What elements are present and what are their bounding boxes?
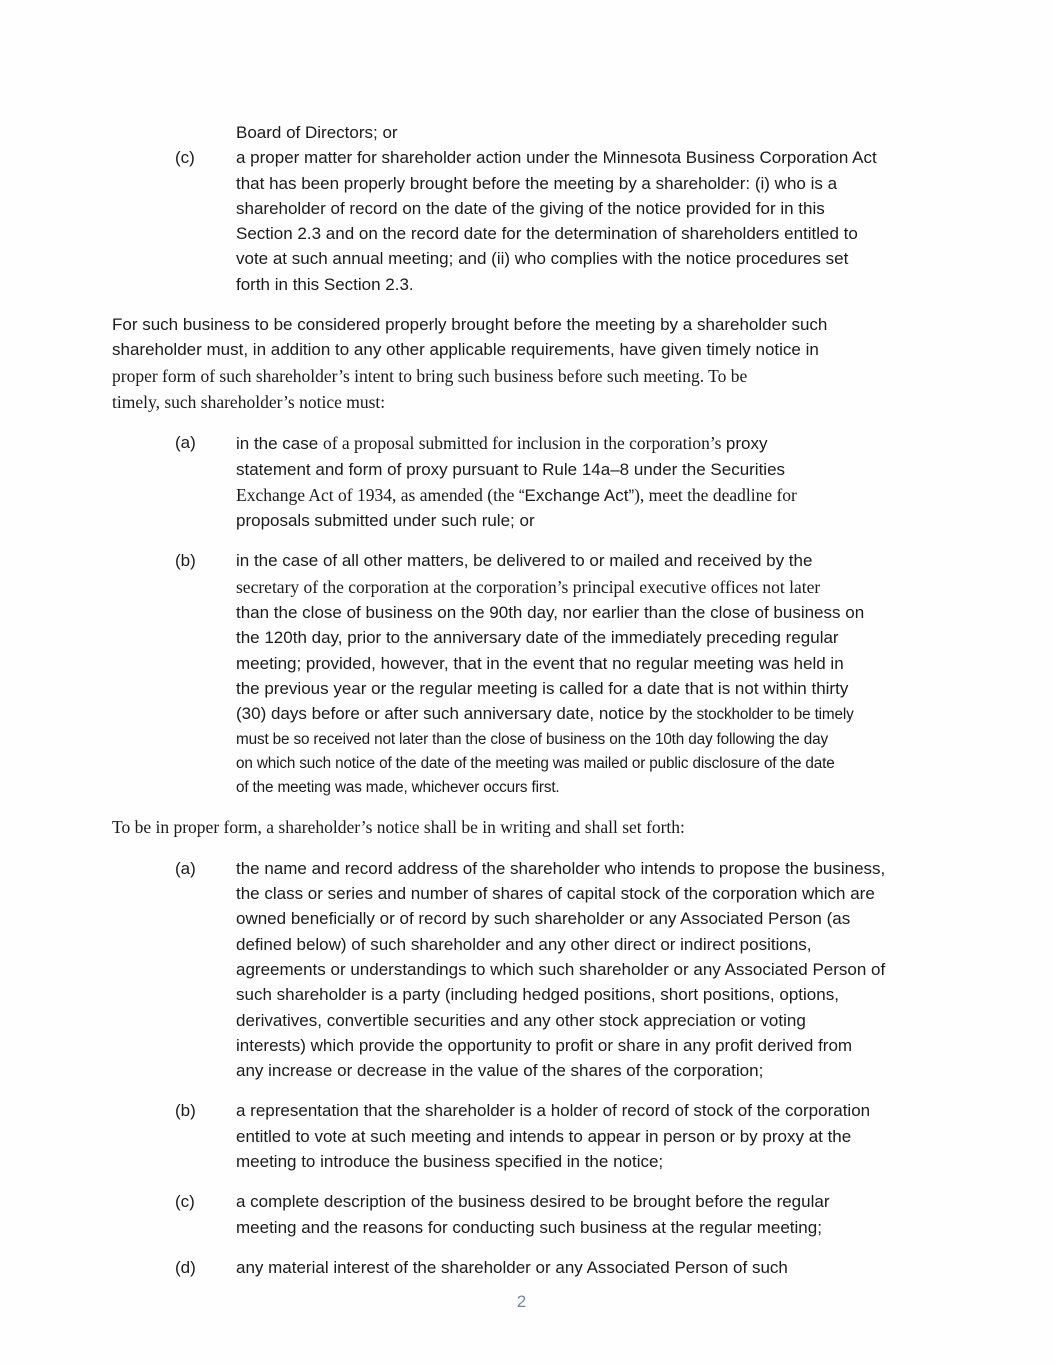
list-item — [112, 431, 982, 534]
list-item-body — [236, 1099, 982, 1175]
list-item-label: (b) — [175, 1101, 196, 1121]
text-line — [236, 702, 982, 727]
text-run: meeting; provided, however, that in the event that no regular meeting was held in — [236, 653, 844, 673]
text-line — [236, 958, 982, 983]
text-run: in the case — [236, 434, 323, 454]
list-item-body — [236, 121, 982, 146]
text-run: the class or series and number of shares of capital stock of the corporation which are — [236, 884, 875, 904]
list-item — [112, 121, 982, 146]
list-item — [112, 549, 982, 800]
paragraph — [112, 815, 982, 841]
text-line — [236, 121, 982, 146]
text-line — [236, 776, 982, 800]
list-item-body — [236, 146, 982, 298]
text-line — [236, 273, 982, 298]
list-item-label: (d) — [175, 1257, 196, 1277]
text-line — [236, 1256, 982, 1281]
list-item — [112, 1099, 982, 1175]
page-number: 2 — [516, 1292, 527, 1311]
text-line — [236, 728, 982, 752]
text-run: agreements or understandings to which such shareholder or any Associated Person of — [236, 959, 886, 979]
list-item-label: (c) — [175, 148, 195, 168]
text-run: in the case of all other matters, be delivered to or mailed and received by the — [236, 551, 813, 571]
text-line — [236, 1099, 982, 1124]
text-line — [236, 983, 982, 1008]
text-run: ), meet the deadline for — [634, 484, 797, 505]
text-line — [236, 907, 982, 932]
list-item — [112, 146, 982, 298]
text-line — [236, 652, 982, 677]
text-run: Board of Directors; or — [236, 123, 398, 142]
text-line — [236, 626, 982, 651]
text-line — [236, 1150, 982, 1175]
text-run: on which such notice of the date of the meeting was mailed or public disclosure of the date — [236, 754, 835, 772]
text-line — [236, 1059, 982, 1084]
text-line — [236, 1216, 982, 1241]
text-run: of the meeting was made, whichever occurs first. — [236, 779, 560, 797]
list-item-body — [236, 1256, 982, 1281]
text-run: must be so received not later than the close of business on the 10th day following the day — [236, 730, 828, 748]
text-line — [236, 1190, 982, 1215]
text-line — [236, 146, 982, 171]
text-run: To be in proper form, a shareholder’s notice shall be in writing and shall set forth: — [112, 817, 685, 838]
text-line — [236, 483, 982, 509]
text-run: proposals submitted under such rule; or — [236, 511, 535, 531]
text-line — [112, 338, 982, 363]
text-run: than the close of business on the 90th day, nor earlier than the close of business on — [236, 603, 865, 623]
text-run: For such business to be considered properly brought before the meeting by a shareholder such — [112, 315, 828, 335]
text-line — [236, 458, 982, 483]
text-run: interests) which provide the opportunity to profit or share in any profit derived from — [236, 1035, 853, 1055]
list-item-label: (b) — [175, 551, 196, 571]
list-item — [112, 1190, 982, 1241]
list-item-label — [175, 121, 236, 146]
text-line — [236, 933, 982, 958]
text-run: secretary of the corporation at the corporation’s principal executive offices not later — [236, 576, 821, 597]
text-run: owned beneficially or of record by such shareholder or any Associated Person (as — [236, 909, 851, 929]
text-run: proper form of such shareholder’s intent to bring such business before such meeting. To be — [112, 365, 748, 386]
list-item-label: (a) — [175, 433, 196, 453]
text-run: Section 2.3 and on the record date for the determination of shareholders entitled to — [236, 224, 858, 244]
text-run: the name and record address of the shareholder who intends to propose the business, — [236, 858, 886, 878]
text-run: the previous year or the regular meeting is called for a date that is not within thirty — [236, 678, 849, 698]
text-line — [112, 815, 982, 841]
text-run: shareholder of record on the date of the giving of the notice provided for in this — [236, 198, 825, 218]
text-run: the stockholder to be timely — [671, 706, 854, 724]
text-run: meeting and the reasons for conducting such business at the regular meeting; — [236, 1217, 822, 1237]
text-run: a complete description of the business desired to be brought before the regular — [236, 1192, 830, 1212]
text-line — [112, 313, 982, 338]
list-item — [112, 1256, 982, 1281]
paragraph — [112, 313, 982, 416]
text-line — [236, 882, 982, 907]
text-line — [236, 1125, 982, 1150]
text-line — [236, 431, 982, 457]
text-line — [236, 1009, 982, 1034]
text-run: Exchange Act of 1934, as amended (the — [236, 484, 519, 505]
text-run: any material interest of the shareholder or any Associated Person of such — [236, 1257, 788, 1277]
text-line — [236, 1034, 982, 1059]
list-item-body — [236, 1190, 982, 1241]
text-line — [236, 677, 982, 702]
text-line — [236, 601, 982, 626]
text-run: any increase or decrease in the value of the shares of the corporation; — [236, 1061, 764, 1081]
text-run: that has been properly brought before the meeting by a shareholder: (i) who is a — [236, 173, 838, 193]
text-line — [236, 222, 982, 247]
text-line — [236, 752, 982, 776]
text-run: meeting to introduce the business specified in the notice; — [236, 1151, 664, 1171]
list-item-label: (c) — [175, 1192, 195, 1212]
text-line — [236, 857, 982, 882]
text-run: timely, such shareholder’s notice must: — [112, 391, 386, 412]
text-run: a representation that the shareholder is a holder of record of stock of the corporation — [236, 1101, 871, 1121]
list-item-label: (a) — [175, 858, 196, 878]
text-run: a proper matter for shareholder action under the Minnesota Business Corporation Act — [236, 148, 877, 168]
text-run: proxy — [725, 434, 768, 454]
text-run: forth in this Section 2.3. — [236, 274, 414, 294]
list-item-body — [236, 431, 982, 534]
text-line — [236, 509, 982, 534]
text-run: statement and form of proxy pursuant to Rule 14a–8 under the Securities — [236, 459, 786, 479]
text-run: derivatives, convertible securities and any other stock appreciation or voting — [236, 1010, 806, 1030]
text-line — [236, 197, 982, 222]
text-run: vote at such annual meeting; and (ii) who complies with the notice procedures set — [236, 249, 849, 269]
text-line — [236, 247, 982, 272]
document-body — [112, 121, 982, 1281]
text-run: the 120th day, prior to the anniversary date of the immediately preceding regular — [236, 628, 839, 648]
list-item-body — [236, 857, 982, 1085]
text-run: such shareholder is a party (including hedged positions, short positions, options, — [236, 985, 839, 1005]
text-run: shareholder must, in addition to any other applicable requirements, have given timely notice in — [112, 340, 819, 360]
list-item — [112, 857, 982, 1085]
text-run: of a proposal submitted for inclusion in the corporation’s — [322, 433, 726, 454]
text-run: entitled to vote at such meeting and intends to appear in person or by proxy at the — [236, 1126, 852, 1146]
text-line — [112, 364, 982, 390]
text-line — [112, 390, 982, 416]
text-line — [236, 172, 982, 197]
text-run: (30) days before or after such anniversary date, notice by — [236, 704, 672, 724]
text-line — [236, 575, 982, 601]
text-run: defined below) of such shareholder and any other direct or indirect positions, — [236, 934, 812, 954]
text-run: “Exchange Act” — [518, 485, 635, 505]
list-item-body — [236, 549, 982, 800]
text-line — [236, 549, 982, 574]
